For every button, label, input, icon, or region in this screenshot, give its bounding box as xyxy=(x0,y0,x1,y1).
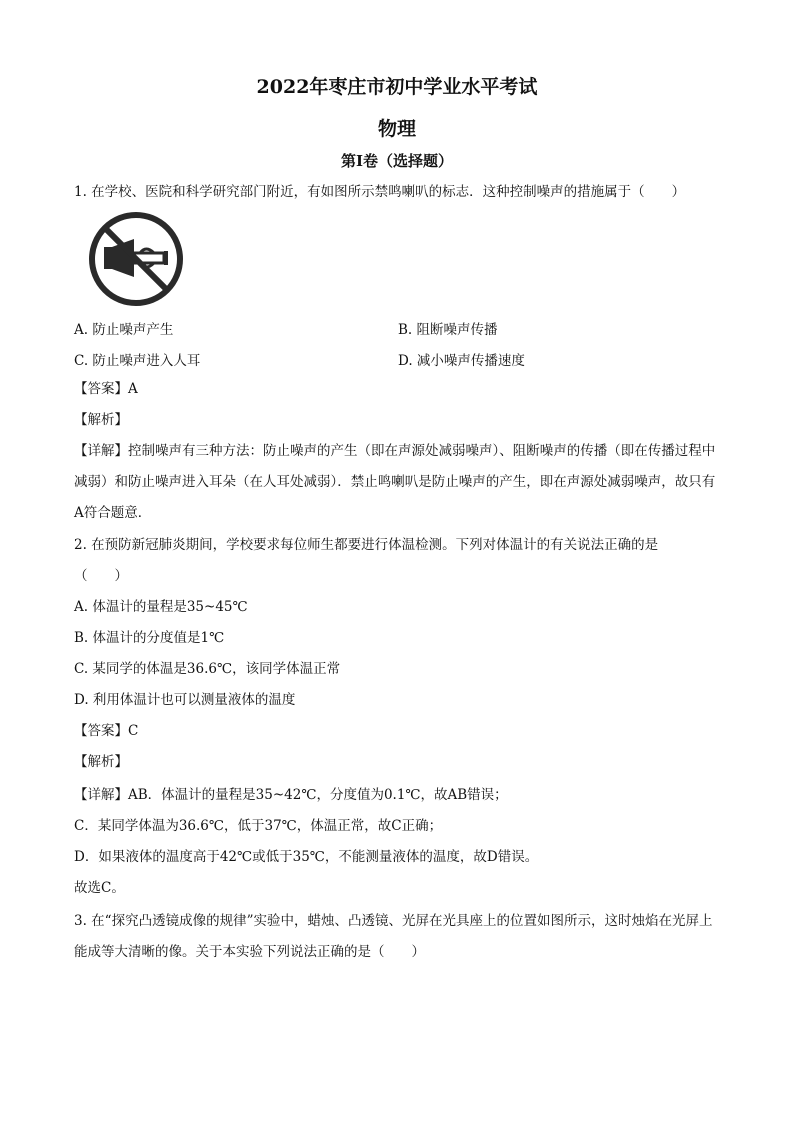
question-2-stem-line2: （ ） xyxy=(74,568,128,584)
section-title: 第I卷（选择题） xyxy=(340,152,454,170)
q2-option-d: D. 利用体温计也可以测量液体的温度 xyxy=(74,692,296,708)
exam-title: 2022年枣庄市初中学业水平考试 xyxy=(256,76,538,98)
q2-option-b: B. 体温计的分度值是1℃ xyxy=(74,630,225,646)
q2-option-c: C. 某同学的体温是36.6℃，该同学体温正常 xyxy=(74,661,341,677)
no-horn-sign-icon xyxy=(88,211,184,307)
question-3-stem: 3. 在“探究凸透镜成像的规律”实验中，蜡烛、凸透镜、光屏在光具座上的位置如图所示，这时烛焰在光屏上能成等大清晰的像。关于本实验下列说法正确的是（ ） xyxy=(74,913,713,960)
q1-option-d: D. 减小噪声传播速度 xyxy=(398,353,525,369)
q1-analysis-label: 【解析】 xyxy=(74,412,128,428)
subject-title: 物理 xyxy=(377,118,416,140)
q1-detail: 【详解】控制噪声有三种方法：防止噪声的产生（即在声源处减弱噪声）、阻断噪声的传播（即在传播过程中减弱）和防止噪声进入耳朵（在人耳处减弱）．禁止鸣喇叭是防止噪声的产生，即在声源处减弱噪声，故只有A符合题意． xyxy=(74,443,716,521)
q2-option-a: A. 体温计的量程是35~45℃ xyxy=(74,599,248,615)
q2-answer: 【答案】C xyxy=(74,723,139,739)
q1-option-b: B. 阻断噪声传播 xyxy=(398,322,498,338)
q1-option-c: C. 防止噪声进入人耳 xyxy=(74,353,201,369)
q2-detail-line-4: 故选C。 xyxy=(74,880,125,896)
q1-answer: 【答案】A xyxy=(74,381,138,397)
q2-detail-line-1: 【详解】AB．体温计的量程是35~42℃，分度值为0.1℃，故AB错误； xyxy=(74,787,508,803)
question-1-stem: 1. 在学校、医院和科学研究部门附近，有如图所示禁鸣喇叭的标志．这种控制噪声的措施属于（ ） xyxy=(74,184,686,200)
question-2-stem-line1: 2. 在预防新冠肺炎期间，学校要求每位师生都要进行体温检测。下列对体温计的有关说法正确的是 xyxy=(74,537,659,553)
q1-option-a: A. 防止噪声产生 xyxy=(74,322,174,338)
q2-detail-line-2: C．某同学体温为36.6℃，低于37℃，体温正常，故C正确； xyxy=(74,818,443,834)
q2-analysis-label: 【解析】 xyxy=(74,754,128,770)
q2-detail-line-3: D．如果液体的温度高于42℃或低于35℃，不能测量液体的温度，故D错误。 xyxy=(74,849,539,865)
